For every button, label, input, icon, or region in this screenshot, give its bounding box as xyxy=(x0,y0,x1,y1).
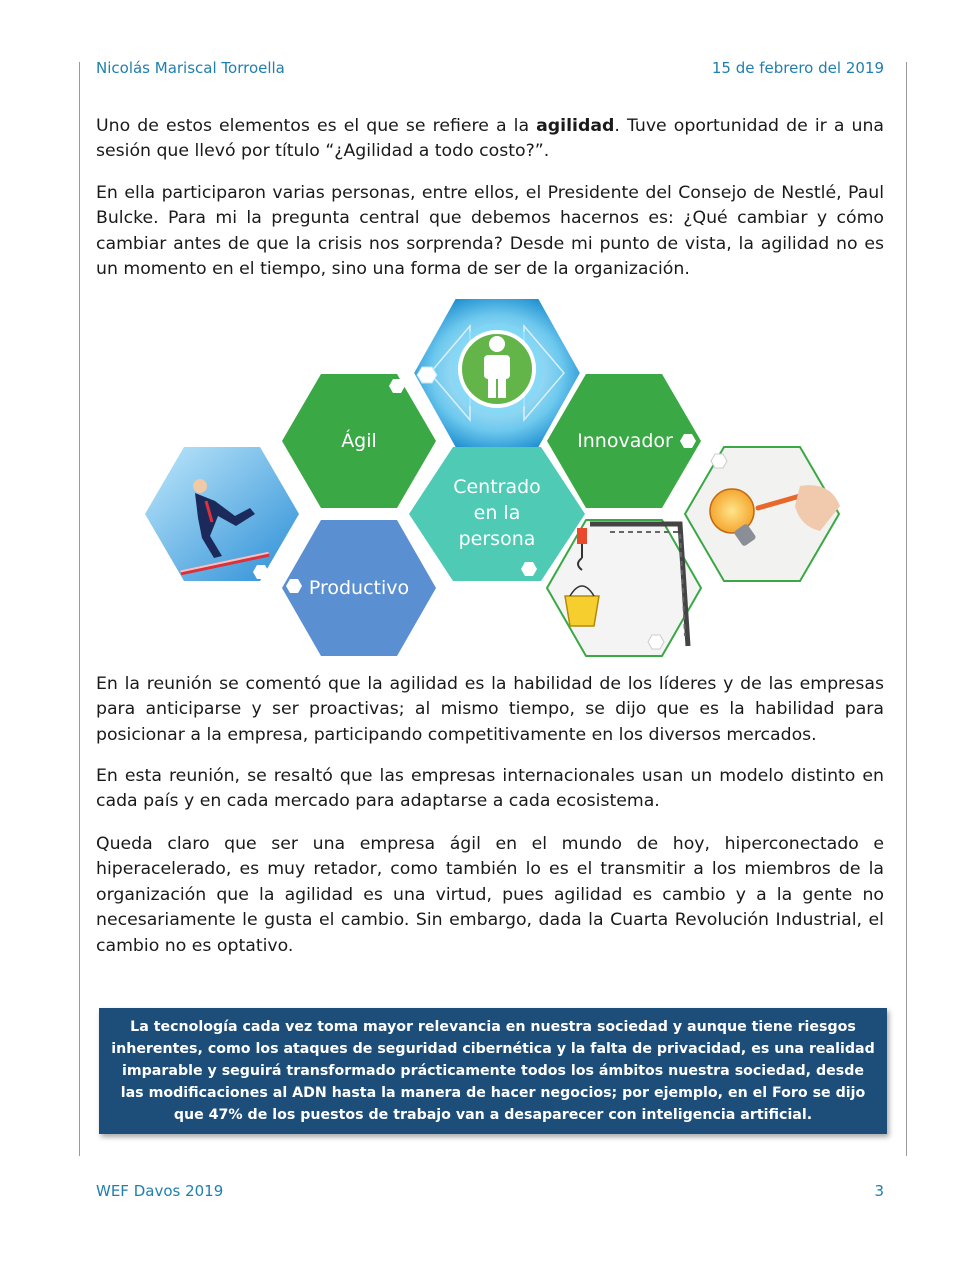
hexagon-person-icon-tile xyxy=(413,298,581,448)
footer-title: WEF Davos 2019 xyxy=(96,1182,224,1200)
paragraph-2: En ella participaron varias personas, entre ellos, el Presidente del Consejo de Nestlé, Paul Bulcke. Para mi la pregunta central que debemos hacernos es: ¿Qué cambiar y cómo cambiar antes de que la crisis nos sorprenda? Desde mi punto de vista, la agilidad no es un momento en el tiempo, sino una forma de ser de la organización. xyxy=(96,183,884,280)
right-margin-rule xyxy=(906,62,907,1156)
label-agil: Ágil xyxy=(341,430,377,452)
hexagon-diagram xyxy=(140,296,850,666)
paragraph-1-text-b: . Tuve oportunidad de ir a una sesión que llevó por título “¿Agilidad a todo costo?”. xyxy=(96,116,884,162)
paragraph-1 xyxy=(96,114,884,165)
label-centrado-2: en la xyxy=(473,502,521,524)
highlight-callout-box: La tecnología cada vez toma mayor relevancia en nuestra sociedad y aunque tiene riesgos inherentes, como los ataques de seguridad cibernética y la falta de privacidad, es una realidad imparable y seguirá transformado prácticamente todos los ámbitos nuestra sociedad, desde las modificaciones al ADN hasta la manera de hacer negocios; por ejemplo, en el Foro se dijo que 47% de los puestos de trabajo van a desaparecer con inteligencia artificial. xyxy=(99,1008,887,1134)
paragraph-1-text-a: Uno de estos elementos es el que se refiere a la xyxy=(96,116,537,136)
label-productivo: Productivo xyxy=(308,577,410,599)
footer-page-number: 3 xyxy=(874,1182,884,1200)
paragraph-3: En la reunión se comentó que la agilidad es la habilidad de los líderes y de las empresas para anticiparse y ser proactivas; al mismo tiempo, se dijo que es la habilidad para posicionar a la empresa, participando competitivamente en los diversos mercados. xyxy=(96,674,884,745)
label-centrado-1: Centrado xyxy=(453,476,541,498)
paragraph-4: En esta reunión, se resaltó que las empresas internacionales usan un modelo distinto en cada país y en cada mercado para adaptarse a cada ecosistema. xyxy=(96,766,884,812)
header-date: 15 de febrero del 2019 xyxy=(711,59,884,77)
hexagon-centrado-en-la-persona xyxy=(409,447,585,581)
hexagon-productivo xyxy=(282,520,436,656)
agilidad-bold: agilidad xyxy=(536,116,615,136)
hexagon-agil xyxy=(282,374,436,508)
hexagon-lightbulb-tile xyxy=(685,447,840,581)
left-margin-rule xyxy=(79,62,80,1156)
hexagon-runner-tile xyxy=(145,447,299,581)
hexagon-crane-tile xyxy=(547,520,701,656)
paragraph-5: Queda claro que ser una empresa ágil en el mundo de hoy, hiperconectado e hiperacelerado, es muy retador, como también lo es el transmitir a los miembros de la organización que la agilidad es una virtud, pues agilidad es cambio y a la gente no necesariamente le gusta el cambio. Sin embargo, dada la Cuarta Revolución Industrial, el cambio no es optativo. xyxy=(96,834,884,956)
agility-hexagon-figure xyxy=(140,296,850,666)
header-author: Nicolás Mariscal Torroella xyxy=(96,59,285,77)
label-centrado-3: persona xyxy=(458,528,536,550)
label-innovador: Innovador xyxy=(577,430,673,452)
